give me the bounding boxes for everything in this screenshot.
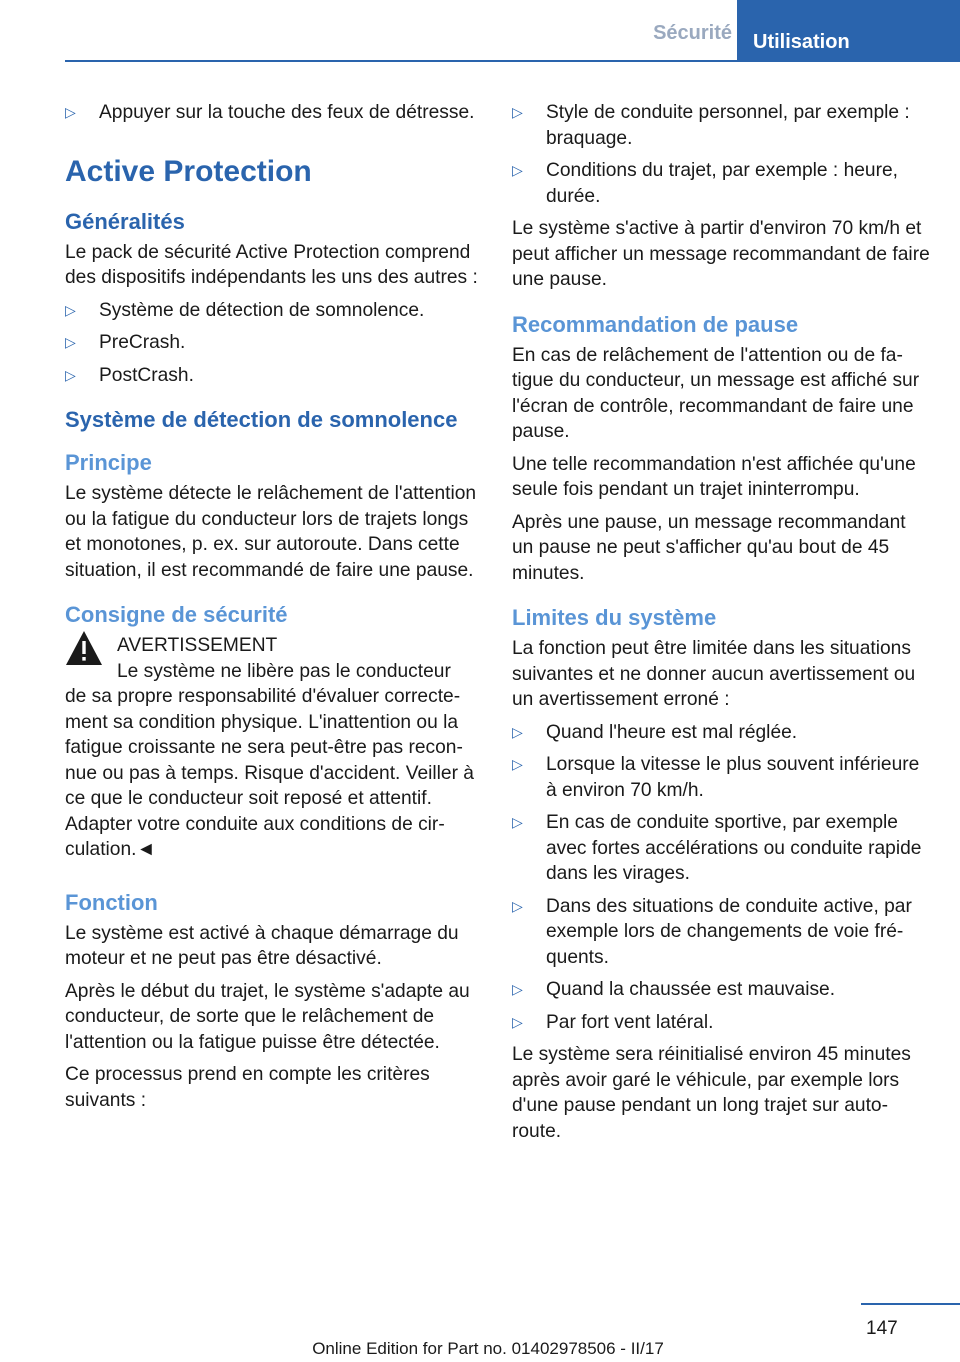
heading-fonction: Fonction [65,889,158,915]
list-item: ▷ Système de détection de somnolence. [65,298,483,324]
paragraph: La fonction peut être limitée dans les situations suivantes et ne donner aucun avertissement ou un avertissement erroné : [512,638,916,710]
paragraph: Le système détecte le relâchement de l'attention ou la fatigue du conducteur lors de trajets longs et monotones, p. ex. sur autoroute. Dans cette situation, il est recommandé de faire une pause. [65,483,477,581]
list-item: ▷ Quand la chaussée est mauvaise. [512,977,930,1003]
warning-text: de sa propre responsabilité d'évaluer correctement sa condition physique. L'inattention ou la fatigue croissante ne sera peut-être pas reconnue ou pas à temps. Risque d'accident. Veiller à ce que le conducteur soit reposé et attentif. Adapter votre conduite aux conditions de circulation.◄ [65,686,474,860]
list-item: ▷ Appuyer sur la touche des feux de détresse. [65,100,483,126]
triangle-right-icon: ▷ [65,104,76,120]
paragraph: Ce processus prend en compte les critères suivants : [65,1064,430,1111]
list-item: ▷ En cas de conduite sportive, par exemple avec fortes accélérations ou conduite rapide dans les virages. [512,812,922,884]
list-item: ▷ Dans des situations de conduite active, par exemple lors de changements de voie fréquents. [512,895,912,968]
heading-consigne: Consigne de sécurité [65,602,288,627]
triangle-right-icon: ▷ [65,366,76,383]
triangle-right-icon: ▷ [512,981,523,997]
list-item: ▷ Par fort vent latéral. [512,1010,930,1036]
right-column [512,100,930,1151]
paragraph: Le système s'active à partir d'environ 70 km/h et peut afficher un message recommandant de faire une pause. [512,218,930,290]
edition-footer [0,1339,960,1359]
tab-utilisation[interactable]: Utilisation [737,0,960,62]
warning-box [65,633,483,684]
paragraph: En cas de relâchement de l'attention ou de fatigue du conducteur, un message est affiché sur l'écran de contrôle, recommandant de faire une pause. [512,344,920,442]
triangle-right-icon: ▷ [512,104,523,120]
list-item: ▷ PostCrash. [65,363,483,389]
list-item: ▷ Style de conduite personnel, par exemple : braquage. [512,102,910,149]
paragraph: Le système est activé à chaque démarrage du moteur et ne peut pas être désactivé. [65,922,459,969]
warning-label: AVERTISSEMENT [117,635,278,656]
heading-generalites: Généralités [65,208,185,234]
footer-rule [861,1303,960,1305]
list-item: ▷ Lorsque la vitesse le plus souvent inférieure à environ 70 km/h. [512,754,920,801]
paragraph: Après le début du trajet, le système s'adapte au conducteur, de sorte que le relâchement de l'attention ou la fatigue puisse être détectée. [65,980,470,1053]
paragraph: Le système sera réinitialisé environ 45 minutes après avoir garé le véhicule, par exemple lors d'une pause pendant un long trajet sur autoroute. [512,1044,911,1142]
triangle-right-icon: ▷ [512,897,523,914]
list-item: ▷ PreCrash. [65,330,483,356]
heading-pause: Recommandation de pause [512,311,799,337]
warning-text-first: Le système ne libère pas le conducteur [117,660,451,682]
triangle-right-icon: ▷ [512,756,523,772]
page-header [0,0,960,62]
triangle-right-icon: ▷ [512,162,523,178]
heading-limites: Limites du système [512,605,717,630]
warning-triangle-icon [65,630,103,666]
left-column [65,100,483,1120]
tab-securite[interactable]: Sécurité [653,22,732,44]
heading-somnolence: Système de détection de somnolence [65,407,458,432]
page-number: 147 [866,1318,898,1339]
triangle-right-icon: ▷ [512,814,523,830]
list-item: ▷ Conditions du trajet, par exemple : heure, durée. [512,160,898,207]
paragraph: Une telle recommandation n'est affichée qu'une seule fois pendant un trajet ininterrompu. [512,453,916,500]
list-item: ▷ Quand l'heure est mal réglée. [512,720,930,746]
paragraph: Après une pause, un message recommandant un pause ne peut s'afficher qu'au bout de 45 minutes. [512,511,906,584]
triangle-right-icon: ▷ [65,301,76,318]
triangle-right-icon: ▷ [512,723,523,740]
section-title: Active Protection [65,154,312,188]
header-rule [65,60,960,62]
triangle-right-icon: ▷ [65,334,76,350]
paragraph: Le pack de sécurité Active Protection comprend des dispositifs indépendants les uns des autres : [65,241,478,288]
triangle-right-icon: ▷ [512,1013,523,1030]
edition-text: Online Edition for Part no. 01402978506 - II/17 [312,1339,664,1358]
heading-principe: Principe [65,450,152,475]
